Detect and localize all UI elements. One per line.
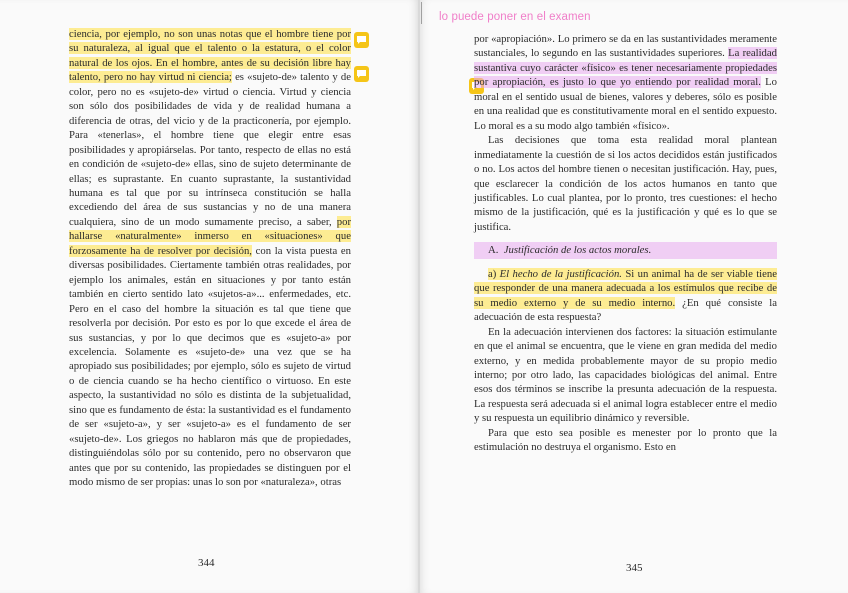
text-segment: por «apropiación». Lo primero se da en las sustantividades meramente sustanciales, lo segundo en las sustantividades superiores.	[474, 33, 777, 60]
right-page	[420, 0, 848, 593]
text-segment: es «sujeto-de» talento y de color, pero no es «sujeto-de» virtud o ciencia. Virtud y ciencia son sólo dos posibilidades de vida y de realidad humana a diferencia de otras, del vicio y de la practiconería, por ejemplo. Para «tenerlas», el hombre tiene que elegir entre esas posibilidades y apropiárselas. Por tanto, respecto de ellas no está en condición de «sujeto-de» ellas, sino de sujeto determinante de ellas; es suprastante. En cuanto suprastante, la sustantividad humana es tal que por su intrínseca constitución se halla excediendo del área de sus sustancias y no de una manera cualquiera, sino de un modo sumamente preciso, a saber,	[69, 71, 351, 228]
left-page-number: 344	[198, 557, 215, 569]
annotation-note[interactable]: lo puede poner en el examen	[439, 11, 591, 23]
comment-icon[interactable]	[354, 66, 369, 82]
text-segment: ¿En qué consiste la adecuación de esta respuesta?	[474, 296, 777, 324]
text-segment: En la adecuación intervienen dos factores: la situación estimulante en que el animal se encuentra, que le viene en gran medida del medio externo, y en medida probablemente mayor de su propio medio interno; por otro lado, las capacidades biológicas del animal. Entre esos dos términos se inscribe la presunta adecuación de la respuesta. La respuesta será adecuada si el animal logra establecer entre el medio y su respuesta un equilibrio dinámico y reversible.	[474, 325, 777, 425]
yellow-highlight: ciencia, por ejemplo, no son unas notas que el hombre tiene por su naturaleza, al igual que el talento o la estatura, o el color natural de los ojos. En el hombre, antes de su decisión libre hay talento, pero no hay virtud ni ciencia;	[69, 28, 351, 84]
right-paragraph	[474, 267, 777, 325]
yellow-highlight: por hallarse «naturalmente» inmerso en «situaciones» que forzosamente ha de resolver por decisión,	[69, 215, 351, 257]
text-segment: Lo moral en el sentido usual de bienes, valores y deberes, sólo es posible en una realidad que es constitutivamente moral en el sentido expuesto. Lo moral es a su modo algo también «físico».	[474, 76, 777, 132]
comment-icon[interactable]	[354, 32, 369, 48]
text-segment: con la vista puesta en diversas posibilidades. Ciertamente también otras realidades, por ejemplo los animales, están en situaciones y por tanto están también en cierto sentido lato «sujetos-a»... enfermedades, etc. Pero en el caso del hombre la situación es tal que tiene que resolverla por decisión. Por esto es por lo que excede el área de sus sustancias, y por lo que decimos que es «sujeto-a» por excelencia. Solamente es «sujeto-de» una vez que se ha apropiado sus posibilidades; por ejemplo, sólo es sujeto de virtud o de ciencia cuando se ha hecho científico o virtuoso. En este aspecto, la sustantividad no sólo es distinta de la subjetualidad, sino que es fundamento de ésta: la sustantividad es el fundamento de ser «sujeto-a», y ser «sujeto-a» es el fundamento de ser «sujeto-de». Los griegos no hablaron más que de propiedades, distinguiéndolas sólo por su contenido, pero no observaron que antes que por su contenido, las propiedades se distinguen por el modo mismo de ser propias: unas lo son por «naturaleza», otras	[69, 244, 351, 489]
right-paragraph	[474, 325, 777, 426]
heading-text: Justificación de los actos morales.	[503, 244, 652, 257]
text-segment: Para que esto sea posible es menester por lo pronto que la estimulación no destruya el organismo. Esto en	[474, 426, 777, 454]
yellow-highlight: a)	[488, 267, 500, 280]
section-heading	[474, 242, 777, 258]
yellow-highlight: Si un animal ha de ser viable tiene que responder de una manera adecuada a los estímulos que recibe de su medio externo y de su medio interno.	[474, 267, 777, 309]
pink-highlight: La realidad sustantiva cuyo carácter «físico» es tener necesariamente propiedades por apropiación, es justo lo que yo entiendo por realidad moral.	[474, 47, 777, 89]
left-page	[0, 0, 418, 593]
text-segment: Las decisiones que toma esta realidad moral plantean inmediatamente la cuestión de si los actos decididos están justificados o no. Los actos del hombre tienen o necesitan justificación. Hay, pues, que esclarecer la condición de los actos humanos en tanto que justificables. Lo cual plantea, por lo pronto, tres cuestiones: el hecho mismo de la justificación, qué es la justificación y qué es lo que se justifica.	[474, 134, 777, 233]
left-paragraph	[69, 27, 351, 490]
right-paragraph	[474, 32, 777, 133]
yellow-highlight: El hecho de la justificación.	[499, 267, 622, 280]
right-paragraph	[474, 133, 777, 234]
right-page-number: 345	[626, 562, 643, 574]
text-cursor-mark	[421, 2, 422, 24]
heading-letter: A.	[488, 244, 499, 257]
right-page-text	[474, 32, 777, 455]
right-paragraph	[474, 426, 777, 455]
left-page-text	[69, 27, 351, 490]
